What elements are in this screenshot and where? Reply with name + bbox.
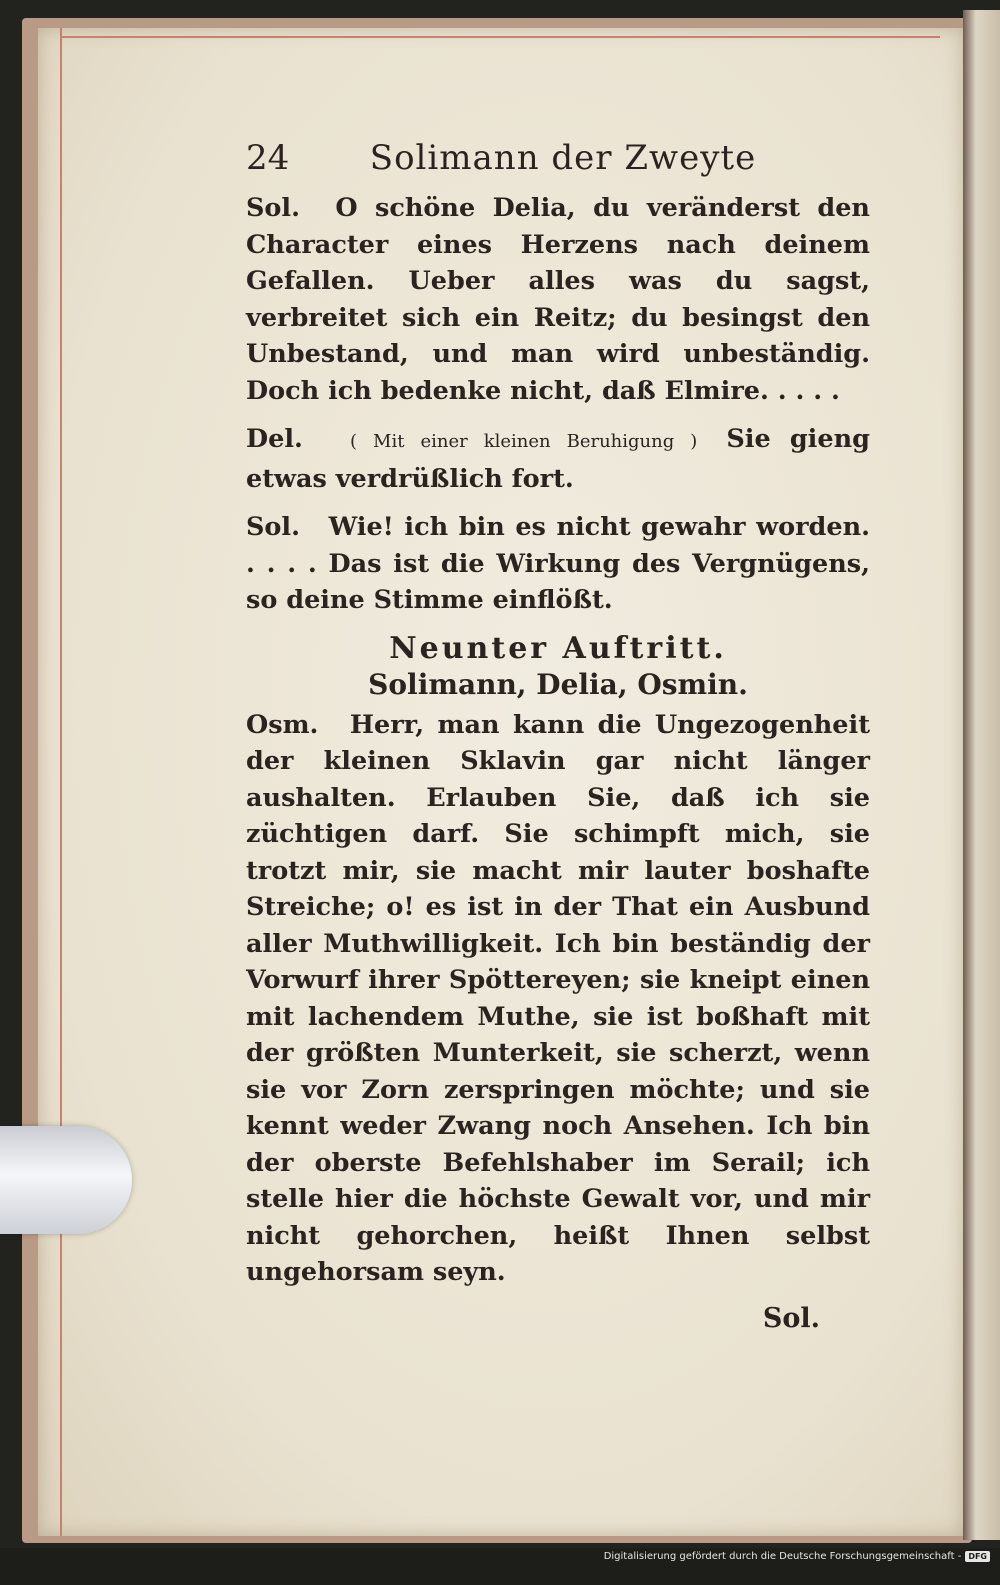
speech-paragraph — [246, 707, 870, 1291]
running-title: Solimann der Zweyte — [369, 138, 757, 178]
credit-text: Digitalisierung gefördert durch die Deutsche Forschungsgemeinschaft - — [603, 1551, 962, 1562]
scene-cast: Solimann, Delia, Osmin. — [368, 667, 748, 701]
speech-paragraph — [246, 190, 870, 409]
speech-text: O schöne Delia, du veränderst den Character eines Herzens nach deinem Gefallen. Ueber alles was du sagst, verbreitet sich ein Reitz; du besingst den Unbestand, und man wird unbeständig. Doch ich bedenke nicht, daß Elmire. . . . . — [246, 193, 870, 406]
digitization-credit — [604, 1551, 990, 1562]
speaker-name: Sol. — [246, 512, 300, 542]
speech-text: Wie! ich bin es nicht gewahr worden. . . . . Das ist die Wirkung des Vergnügens, so deine Stimme einflößt. — [246, 512, 870, 615]
stage-direction: ( Mit einer kleinen Beruhigung ) — [350, 431, 698, 452]
speech-paragraph — [246, 421, 870, 497]
page-edge — [963, 10, 1000, 1540]
catchword: Sol. — [762, 1302, 820, 1334]
speech-text: Herr, man kann die Ungezogenheit der kleinen Sklavin gar nicht länger aushalten. Erlauben Sie, daß ich sie züchtigen darf. Sie schimpft mich, sie trotzt mir, sie macht mir lauter boshafte Streiche; o! es ist in der That ein Ausbund aller Muthwilligkeit. Ich bin beständig der Vorwurf ihrer Spöttereyen; sie kneipt einen mit lachendem Muthe, sie ist boßhaft mit der größten Munterkeit, sie scherzt, wenn sie vor Zorn zerspringen möchte; und sie kennt weder Zwang noch Ansehen. Ich bin der oberste Befehlshaber im Serail; ich stelle hier die höchste Gewalt vor, und mir nicht gehorchen, heißt Ihnen selbst ungehorsam seyn. — [246, 709, 870, 1287]
page-border-rule-top — [60, 36, 940, 38]
speaker-name: Osm. — [246, 709, 319, 740]
running-header — [246, 138, 870, 178]
scene-heading: Neunter Auftritt. — [389, 630, 727, 666]
holding-finger — [0, 1126, 132, 1234]
speech-paragraph — [246, 509, 870, 619]
page-number: 24 — [246, 138, 290, 178]
speaker-name: Sol. — [246, 193, 300, 223]
page-text — [246, 138, 870, 1334]
speaker-name: Del. — [246, 424, 303, 454]
page-border-rule — [60, 28, 62, 1536]
dfg-logo: DFG — [965, 1551, 990, 1562]
speech-text: Sie gieng etwas verdrüßlich fort. — [246, 424, 870, 494]
